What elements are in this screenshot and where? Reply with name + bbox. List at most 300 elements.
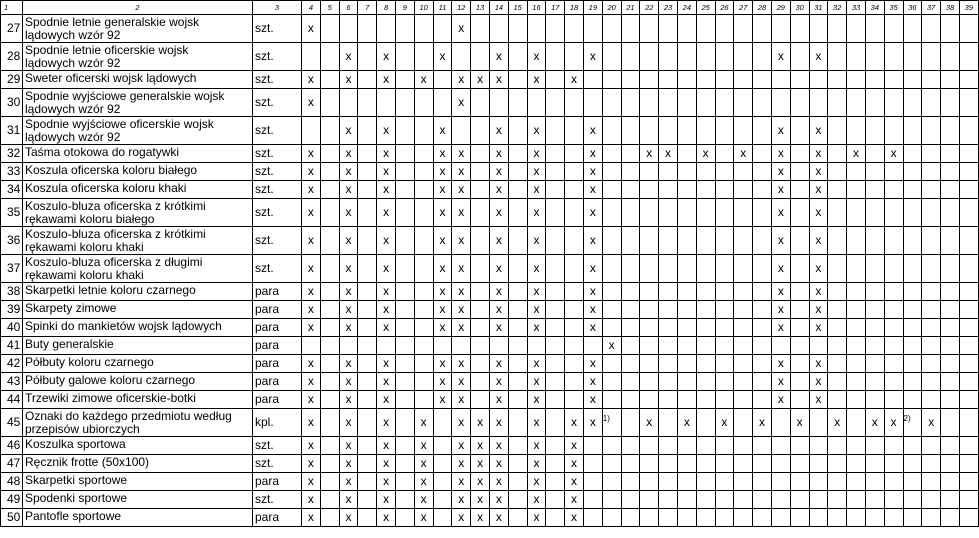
row-number: 42 — [1, 355, 23, 373]
mark-cell: x — [414, 473, 433, 491]
mark-cell — [433, 491, 452, 509]
mark-cell — [715, 181, 734, 199]
mark-cell — [546, 491, 565, 509]
column-header: 26 — [715, 1, 734, 15]
mark-cell: x — [809, 319, 828, 337]
mark-cell — [677, 145, 696, 163]
mark-cell — [753, 199, 772, 227]
mark-cell: x — [302, 301, 321, 319]
mark-cell — [320, 181, 339, 199]
table-row — [1, 491, 979, 509]
mark-cell — [546, 301, 565, 319]
mark-cell — [753, 255, 772, 283]
mark-cell — [640, 181, 659, 199]
mark-cell — [696, 473, 715, 491]
unit-cell: para — [253, 319, 302, 337]
mark-cell — [922, 437, 941, 455]
mark-cell: x — [527, 117, 546, 145]
mark-cell — [903, 255, 922, 283]
mark-cell — [677, 337, 696, 355]
mark-cell — [452, 117, 471, 145]
mark-cell — [884, 283, 903, 301]
mark-cell: x — [471, 473, 490, 491]
mark-cell — [696, 15, 715, 43]
mark-cell — [696, 301, 715, 319]
mark-cell — [395, 409, 414, 437]
mark-cell — [922, 89, 941, 117]
mark-cell — [546, 71, 565, 89]
mark-cell: x — [583, 255, 602, 283]
mark-cell — [959, 199, 978, 227]
mark-cell — [395, 301, 414, 319]
mark-cell — [959, 437, 978, 455]
mark-cell — [621, 319, 640, 337]
row-number: 47 — [1, 455, 23, 473]
mark-cell — [941, 163, 960, 181]
mark-cell: x — [302, 181, 321, 199]
mark-cell — [602, 491, 621, 509]
mark-cell — [734, 491, 753, 509]
mark-cell — [640, 473, 659, 491]
mark-cell — [583, 337, 602, 355]
mark-cell — [583, 491, 602, 509]
unit-cell: szt. — [253, 163, 302, 181]
mark-cell — [677, 437, 696, 455]
mark-cell — [621, 227, 640, 255]
item-name — [23, 145, 253, 163]
item-name — [23, 181, 253, 199]
mark-cell — [959, 301, 978, 319]
mark-cell — [320, 373, 339, 391]
mark-cell — [621, 71, 640, 89]
mark-cell — [941, 301, 960, 319]
mark-cell — [959, 145, 978, 163]
mark-cell: x — [414, 509, 433, 527]
mark-cell: x — [452, 509, 471, 527]
mark-cell: x — [771, 145, 790, 163]
mark-cell — [696, 117, 715, 145]
mark-cell: x — [339, 455, 358, 473]
mark-cell — [546, 283, 565, 301]
unit-cell: kpl. — [253, 409, 302, 437]
mark-cell: x — [433, 355, 452, 373]
mark-cell — [847, 437, 866, 455]
mark-cell: x — [489, 117, 508, 145]
mark-cell — [903, 227, 922, 255]
row-number: 27 — [1, 15, 23, 43]
mark-cell — [602, 355, 621, 373]
mark-cell: x — [489, 437, 508, 455]
mark-cell — [865, 391, 884, 409]
mark-cell: x — [414, 71, 433, 89]
mark-cell — [696, 283, 715, 301]
mark-cell: x — [489, 409, 508, 437]
mark-cell: x — [583, 199, 602, 227]
mark-cell — [414, 15, 433, 43]
mark-cell — [790, 163, 809, 181]
mark-cell — [790, 199, 809, 227]
mark-cell — [659, 337, 678, 355]
mark-cell — [790, 455, 809, 473]
table-row — [1, 255, 979, 283]
mark-cell: x — [452, 89, 471, 117]
mark-cell: x — [489, 473, 508, 491]
mark-cell: x — [565, 473, 584, 491]
mark-cell — [471, 319, 490, 337]
mark-cell: x — [302, 71, 321, 89]
item-name-line: rękawami koloru khaki — [25, 268, 144, 282]
item-name-line: Spinki do mankietów wojsk lądowych — [25, 319, 222, 333]
mark-cell — [847, 373, 866, 391]
mark-cell — [508, 283, 527, 301]
mark-cell — [753, 15, 772, 43]
item-name-line: Spodnie letnie oficerskie wojsk — [25, 43, 189, 57]
mark-cell — [621, 15, 640, 43]
row-number: 30 — [1, 89, 23, 117]
mark-cell — [865, 181, 884, 199]
mark-cell — [377, 89, 396, 117]
mark-cell: x — [771, 283, 790, 301]
item-name — [23, 455, 253, 473]
mark-cell — [602, 255, 621, 283]
mark-cell — [696, 391, 715, 409]
mark-cell: x — [452, 71, 471, 89]
column-header: 10 — [414, 1, 433, 15]
mark-cell — [922, 163, 941, 181]
mark-cell: x — [527, 437, 546, 455]
mark-cell — [734, 473, 753, 491]
mark-cell — [471, 199, 490, 227]
mark-cell — [358, 319, 377, 337]
mark-cell — [922, 337, 941, 355]
mark-cell — [734, 199, 753, 227]
column-header: 9 — [395, 1, 414, 15]
mark-cell — [847, 255, 866, 283]
table-row — [1, 437, 979, 455]
mark-cell — [471, 355, 490, 373]
mark-cell — [471, 255, 490, 283]
unit-cell: szt. — [253, 181, 302, 199]
mark-cell — [828, 43, 847, 71]
mark-cell — [659, 473, 678, 491]
table-row — [1, 181, 979, 199]
mark-cell — [903, 391, 922, 409]
mark-cell: x — [640, 409, 659, 437]
mark-cell — [865, 337, 884, 355]
mark-cell — [302, 43, 321, 71]
item-name-line: lądowych wzór 92 — [25, 102, 121, 116]
mark-cell: x — [771, 301, 790, 319]
mark-cell — [546, 391, 565, 409]
mark-cell — [828, 89, 847, 117]
table-row — [1, 473, 979, 491]
mark-cell — [471, 163, 490, 181]
mark-cell: x — [771, 227, 790, 255]
item-name-line: Sweter oficerski wojsk lądowych — [25, 71, 197, 85]
mark-cell: x — [527, 199, 546, 227]
table-row — [1, 71, 979, 89]
mark-cell — [358, 163, 377, 181]
mark-cell — [809, 473, 828, 491]
mark-cell: x — [452, 409, 471, 437]
mark-cell — [734, 227, 753, 255]
item-name-line: Półbuty koloru czarnego — [25, 355, 154, 369]
mark-cell — [715, 163, 734, 181]
column-header: 37 — [922, 1, 941, 15]
unit-cell: para — [253, 473, 302, 491]
mark-cell — [677, 491, 696, 509]
item-name-line: lądowych wzór 92 — [25, 28, 121, 42]
mark-cell: x — [583, 181, 602, 199]
footnote-mark: 2) — [903, 414, 911, 423]
column-header: 20 — [602, 1, 621, 15]
mark-cell — [602, 283, 621, 301]
mark-cell — [358, 117, 377, 145]
mark-cell: x — [828, 409, 847, 437]
mark-cell: x — [527, 409, 546, 437]
mark-cell — [790, 89, 809, 117]
mark-cell — [414, 145, 433, 163]
mark-cell — [414, 89, 433, 117]
mark-cell — [358, 283, 377, 301]
mark-cell — [546, 455, 565, 473]
mark-cell — [903, 301, 922, 319]
mark-cell — [884, 301, 903, 319]
mark-cell: x — [771, 43, 790, 71]
mark-cell: x — [583, 163, 602, 181]
unit-cell: szt. — [253, 71, 302, 89]
mark-cell — [696, 337, 715, 355]
mark-cell: x — [922, 409, 941, 437]
mark-cell — [358, 409, 377, 437]
mark-cell: x — [527, 391, 546, 409]
mark-cell — [753, 71, 772, 89]
mark-cell — [546, 255, 565, 283]
mark-cell: x — [489, 355, 508, 373]
mark-cell — [790, 43, 809, 71]
mark-cell — [959, 163, 978, 181]
mark-cell — [941, 319, 960, 337]
mark-cell: x — [452, 373, 471, 391]
mark-cell — [903, 163, 922, 181]
mark-cell — [753, 337, 772, 355]
mark-cell: x — [565, 491, 584, 509]
mark-cell: x — [809, 181, 828, 199]
mark-cell — [546, 227, 565, 255]
mark-cell — [959, 283, 978, 301]
mark-cell — [508, 409, 527, 437]
mark-cell — [903, 71, 922, 89]
mark-cell — [959, 227, 978, 255]
mark-cell — [884, 455, 903, 473]
mark-cell — [358, 355, 377, 373]
mark-cell — [922, 15, 941, 43]
mark-cell: x — [433, 227, 452, 255]
mark-cell — [508, 373, 527, 391]
unit-cell: szt. — [253, 199, 302, 227]
mark-cell — [414, 355, 433, 373]
mark-cell — [320, 117, 339, 145]
mark-cell — [395, 337, 414, 355]
mark-cell — [471, 89, 490, 117]
mark-cell — [320, 199, 339, 227]
mark-cell — [471, 227, 490, 255]
mark-cell — [696, 89, 715, 117]
mark-cell — [677, 199, 696, 227]
mark-cell — [922, 227, 941, 255]
mark-cell — [903, 437, 922, 455]
mark-cell: x — [809, 43, 828, 71]
mark-cell — [414, 199, 433, 227]
mark-cell: x — [452, 455, 471, 473]
mark-cell — [508, 43, 527, 71]
mark-cell: x — [583, 319, 602, 337]
mark-cell — [715, 117, 734, 145]
mark-cell — [753, 455, 772, 473]
mark-cell — [865, 71, 884, 89]
mark-cell — [602, 181, 621, 199]
unit-cell: para — [253, 283, 302, 301]
mark-cell: x — [565, 71, 584, 89]
mark-cell — [734, 337, 753, 355]
mark-cell: x — [452, 301, 471, 319]
item-name-line: rękawami koloru białego — [25, 212, 155, 226]
mark-cell — [320, 163, 339, 181]
mark-cell — [471, 373, 490, 391]
mark-cell — [659, 255, 678, 283]
mark-cell — [452, 337, 471, 355]
mark-cell — [659, 509, 678, 527]
mark-cell — [489, 337, 508, 355]
mark-cell — [715, 89, 734, 117]
mark-cell — [715, 437, 734, 455]
mark-cell — [715, 71, 734, 89]
mark-cell: x — [809, 199, 828, 227]
mark-cell — [621, 89, 640, 117]
mark-cell — [508, 437, 527, 455]
item-name — [23, 227, 253, 255]
item-name-line: rękawami koloru khaki — [25, 240, 144, 254]
mark-cell — [433, 473, 452, 491]
mark-cell: x — [433, 117, 452, 145]
mark-cell — [621, 409, 640, 437]
mark-cell: x — [339, 181, 358, 199]
mark-cell — [659, 437, 678, 455]
mark-cell — [884, 255, 903, 283]
mark-cell — [320, 509, 339, 527]
mark-cell: x — [771, 199, 790, 227]
mark-cell — [659, 89, 678, 117]
mark-cell: x — [433, 145, 452, 163]
mark-cell: x — [771, 373, 790, 391]
mark-cell — [734, 391, 753, 409]
mark-cell — [358, 89, 377, 117]
mark-cell — [753, 437, 772, 455]
mark-cell — [959, 319, 978, 337]
mark-cell — [659, 199, 678, 227]
mark-cell — [395, 163, 414, 181]
mark-cell — [358, 473, 377, 491]
mark-cell — [790, 437, 809, 455]
mark-cell: x — [527, 491, 546, 509]
mark-cell — [414, 163, 433, 181]
mark-cell — [828, 319, 847, 337]
mark-cell — [734, 89, 753, 117]
mark-cell: x — [865, 409, 884, 437]
mark-cell — [715, 145, 734, 163]
mark-cell — [809, 409, 828, 437]
mark-cell — [922, 43, 941, 71]
table-row — [1, 355, 979, 373]
mark-cell — [358, 373, 377, 391]
mark-cell — [884, 355, 903, 373]
mark-cell — [320, 71, 339, 89]
mark-cell — [621, 491, 640, 509]
item-name — [23, 473, 253, 491]
mark-cell — [696, 199, 715, 227]
mark-cell — [847, 43, 866, 71]
table-row — [1, 301, 979, 319]
mark-cell — [395, 255, 414, 283]
mark-cell — [395, 373, 414, 391]
mark-cell — [621, 455, 640, 473]
mark-cell: x — [302, 255, 321, 283]
mark-cell — [395, 473, 414, 491]
mark-cell — [941, 391, 960, 409]
mark-cell — [715, 301, 734, 319]
item-name — [23, 43, 253, 71]
mark-cell — [847, 117, 866, 145]
mark-cell — [790, 473, 809, 491]
mark-cell — [959, 491, 978, 509]
mark-cell: x — [302, 163, 321, 181]
mark-cell — [753, 43, 772, 71]
mark-cell — [941, 473, 960, 491]
mark-cell — [903, 337, 922, 355]
mark-cell — [621, 255, 640, 283]
mark-cell — [828, 491, 847, 509]
mark-cell — [790, 491, 809, 509]
unit-cell: szt. — [253, 117, 302, 145]
mark-cell — [809, 337, 828, 355]
row-number: 49 — [1, 491, 23, 509]
mark-cell: x — [302, 15, 321, 43]
mark-cell — [959, 509, 978, 527]
mark-cell — [847, 227, 866, 255]
mark-cell — [941, 437, 960, 455]
mark-cell — [753, 355, 772, 373]
mark-cell: x — [809, 117, 828, 145]
mark-cell — [546, 15, 565, 43]
mark-cell — [865, 509, 884, 527]
mark-cell: x — [433, 301, 452, 319]
mark-cell — [884, 509, 903, 527]
mark-cell: x — [583, 391, 602, 409]
mark-cell — [508, 89, 527, 117]
mark-cell — [790, 255, 809, 283]
mark-cell — [790, 337, 809, 355]
unit-cell: para — [253, 509, 302, 527]
mark-cell — [508, 355, 527, 373]
mark-cell — [865, 163, 884, 181]
mark-cell — [771, 509, 790, 527]
mark-cell — [753, 89, 772, 117]
mark-cell — [677, 89, 696, 117]
column-header: 1 — [1, 1, 23, 15]
mark-cell — [621, 437, 640, 455]
mark-cell — [941, 409, 960, 437]
mark-cell: x — [489, 491, 508, 509]
